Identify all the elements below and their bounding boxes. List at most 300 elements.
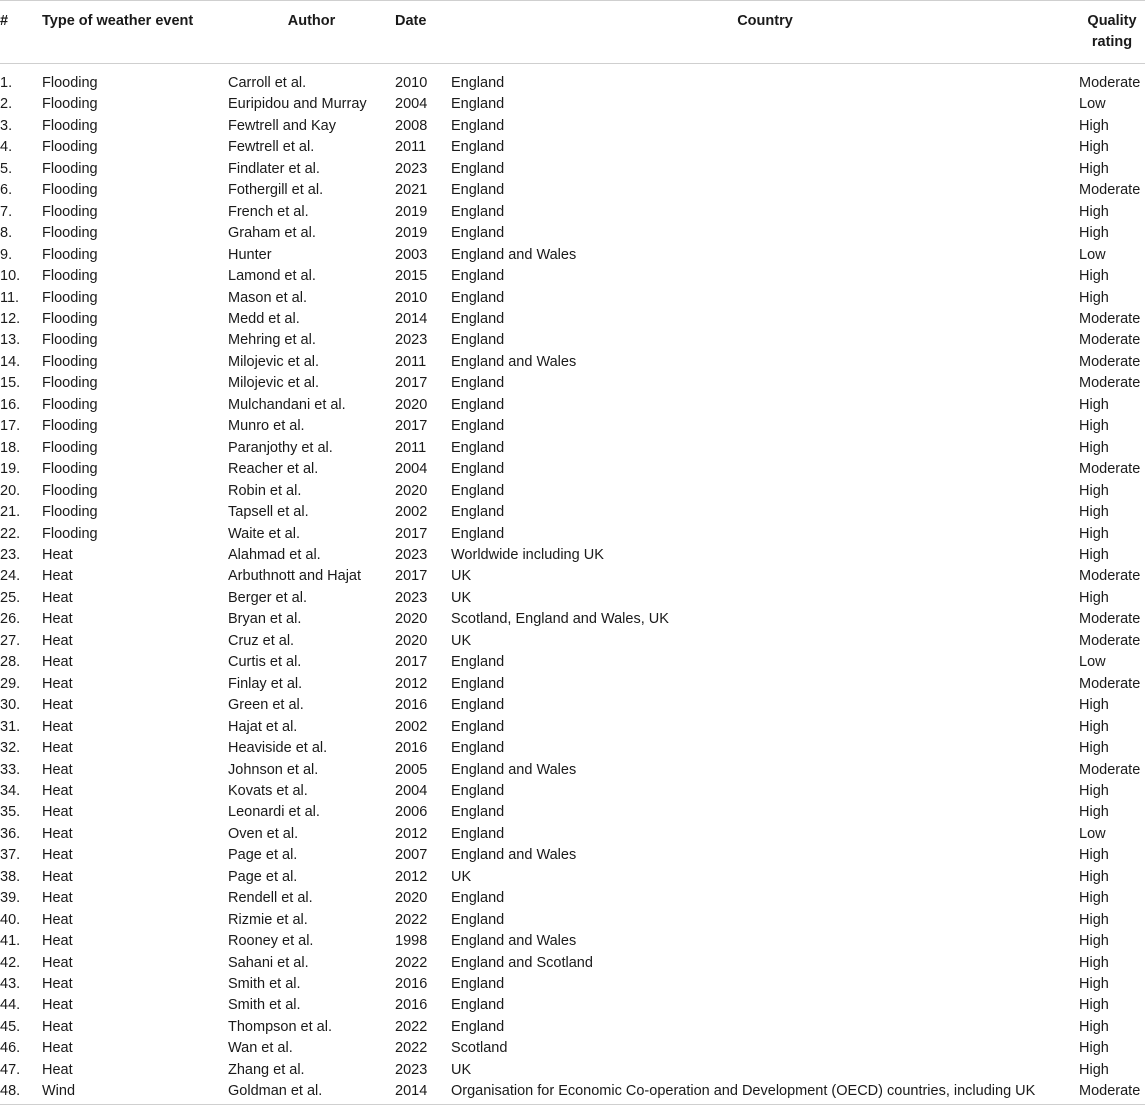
header-quality-rating	[1079, 1, 1145, 64]
cell-author: Wan et al.	[228, 1040, 293, 1057]
cell-weather-event: Flooding	[42, 117, 98, 134]
cell-author: Cruz et al.	[228, 632, 295, 649]
cell-author: Milojevic et al.	[228, 353, 320, 370]
cell-author: Euripidou and Murray	[228, 96, 367, 113]
table-row	[0, 953, 1145, 974]
cell-quality-rating: High	[1079, 868, 1109, 885]
cell-quality-rating: Moderate	[1079, 332, 1141, 349]
cell-weather-event: Heat	[42, 825, 73, 842]
cell-quality-rating: High	[1079, 933, 1109, 950]
cell-country: England	[451, 182, 505, 199]
table-row	[0, 64, 1145, 95]
cell-date: 2014	[395, 310, 428, 327]
table-row	[0, 931, 1145, 952]
cell-quality-rating: Moderate	[1079, 568, 1141, 585]
cell-number: 25.	[0, 589, 21, 606]
cell-number: 48.	[0, 1081, 42, 1104]
cell-country: England	[451, 96, 505, 113]
cell-date: 2019	[395, 203, 428, 220]
cell-country: England	[451, 160, 505, 177]
cell-number: 14.	[0, 353, 21, 370]
cell-author: French et al.	[228, 203, 309, 220]
cell-quality-rating: High	[1079, 782, 1109, 799]
cell-date: 2003	[395, 246, 428, 263]
cell-number: 22.	[0, 525, 21, 542]
cell-quality-rating: Low	[1079, 825, 1106, 842]
cell-weather-event: Heat	[42, 997, 73, 1014]
cell-author: Heaviside et al.	[228, 740, 328, 757]
cell-author: Alahmad et al.	[228, 546, 321, 563]
table-row	[0, 566, 1145, 587]
cell-weather-event: Flooding	[42, 268, 98, 285]
table-row	[0, 245, 1145, 266]
cell-weather-event: Flooding	[42, 139, 98, 156]
cell-weather-event: Flooding	[42, 525, 98, 542]
header-country: Country	[451, 1, 1079, 64]
cell-weather-event: Flooding	[42, 461, 98, 478]
cell-date: 2012	[395, 868, 428, 885]
cell-date: 2015	[395, 268, 428, 285]
table-row	[0, 1017, 1145, 1038]
cell-author: Bryan et al.	[228, 611, 302, 628]
cell-country: England and Scotland	[451, 954, 593, 971]
cell-number: 17.	[0, 418, 21, 435]
cell-weather-event: Heat	[42, 546, 73, 563]
cell-country: England	[451, 375, 505, 392]
cell-quality-rating: Moderate	[1079, 182, 1141, 199]
table-row	[0, 1081, 1145, 1104]
cell-date: 2020	[395, 396, 428, 413]
cell-author: Robin et al.	[228, 482, 302, 499]
cell-author: Sahani et al.	[228, 954, 309, 971]
table-row	[0, 845, 1145, 866]
cell-date: 2010	[395, 75, 428, 91]
cell-quality-rating: High	[1079, 1018, 1109, 1035]
cell-quality-rating: Moderate	[1079, 761, 1141, 778]
header-quality-line2: rating	[1091, 34, 1133, 50]
cell-date: 2023	[395, 546, 428, 563]
table-row	[0, 266, 1145, 287]
table-row	[0, 1038, 1145, 1059]
cell-country: England	[451, 890, 505, 907]
table-row	[0, 502, 1145, 523]
table-body	[0, 64, 1145, 1105]
cell-weather-event: Flooding	[42, 310, 98, 327]
cell-quality-rating: High	[1079, 289, 1109, 306]
cell-author: Findlater et al.	[228, 160, 320, 177]
cell-author: Finlay et al.	[228, 675, 303, 692]
cell-weather-event: Heat	[42, 718, 73, 735]
cell-number: 2.	[0, 96, 13, 113]
cell-date: 1998	[395, 933, 428, 950]
cell-quality-rating: High	[1079, 718, 1109, 735]
cell-author: Berger et al.	[228, 589, 307, 606]
cell-quality-rating: Low	[1079, 96, 1106, 113]
cell-weather-event: Heat	[42, 589, 73, 606]
cell-number: 26.	[0, 611, 21, 628]
cell-date: 2004	[395, 96, 428, 113]
cell-country: Scotland, England and Wales, UK	[451, 611, 669, 628]
cell-quality-rating: High	[1079, 911, 1109, 928]
table-row	[0, 695, 1145, 716]
table-row	[0, 867, 1145, 888]
cell-date: 2017	[395, 418, 428, 435]
cell-weather-event: Heat	[42, 976, 73, 993]
cell-date: 2020	[395, 632, 428, 649]
cell-country: UK	[451, 589, 472, 606]
cell-author: Leonardi et al.	[228, 804, 320, 821]
cell-quality-rating: High	[1079, 225, 1109, 242]
cell-author: Page et al.	[228, 847, 298, 864]
cell-country: UK	[451, 632, 472, 649]
table-row	[0, 760, 1145, 781]
cell-country: Worldwide including UK	[451, 546, 604, 563]
cell-date: 2007	[395, 847, 428, 864]
cell-quality-rating: Low	[1079, 246, 1106, 263]
cell-quality-rating: High	[1079, 954, 1109, 971]
cell-number: 24.	[0, 568, 21, 585]
cell-country: England	[451, 139, 505, 156]
cell-number: 41.	[0, 933, 21, 950]
cell-weather-event: Heat	[42, 632, 73, 649]
cell-country: England and Wales	[451, 761, 577, 778]
cell-quality-rating: High	[1079, 439, 1109, 456]
header-quality-line1: Quality	[1087, 13, 1137, 29]
cell-country: UK	[451, 868, 472, 885]
table-row	[0, 395, 1145, 416]
table-row	[0, 373, 1145, 394]
cell-number: 23.	[0, 546, 21, 563]
table-row	[0, 524, 1145, 545]
cell-number: 13.	[0, 332, 21, 349]
cell-weather-event: Heat	[42, 740, 73, 757]
cell-date: 2011	[395, 353, 427, 370]
cell-weather-event: Heat	[42, 868, 73, 885]
header-number: #	[0, 1, 42, 64]
cell-author: Hunter	[228, 246, 272, 263]
cell-author: Rendell et al.	[228, 890, 313, 907]
cell-date: 2022	[395, 954, 428, 971]
table-row	[0, 781, 1145, 802]
cell-date: 2005	[395, 761, 428, 778]
cell-author: Mason et al.	[228, 289, 307, 306]
cell-number: 28.	[0, 654, 21, 671]
cell-number: 36.	[0, 825, 21, 842]
cell-date: 2016	[395, 976, 428, 993]
cell-author: Rizmie et al.	[228, 911, 308, 928]
cell-author: Waite et al.	[228, 525, 300, 542]
cell-date: 2006	[395, 804, 428, 821]
cell-number: 19.	[0, 461, 21, 478]
cell-weather-event: Heat	[42, 933, 73, 950]
cell-date: 2011	[395, 439, 427, 456]
cell-author: Page et al.	[228, 868, 298, 885]
table-row	[0, 545, 1145, 566]
table-row	[0, 609, 1145, 630]
table-row	[0, 137, 1145, 158]
cell-date: 2004	[395, 782, 428, 799]
table-row	[0, 481, 1145, 502]
cell-quality-rating: High	[1079, 997, 1109, 1014]
cell-quality-rating: High	[1079, 139, 1109, 156]
cell-quality-rating: High	[1079, 589, 1109, 606]
table-row	[0, 974, 1145, 995]
cell-quality-rating: High	[1079, 546, 1109, 563]
cell-country: UK	[451, 568, 472, 585]
cell-number: 46.	[0, 1040, 21, 1057]
cell-author: Zhang et al.	[228, 1061, 305, 1078]
cell-date: 2017	[395, 375, 428, 392]
table-row	[0, 288, 1145, 309]
cell-date: 2016	[395, 740, 428, 757]
cell-author: Paranjothy et al.	[228, 439, 333, 456]
cell-number: 37.	[0, 847, 21, 864]
cell-quality-rating: High	[1079, 1040, 1109, 1057]
cell-weather-event: Flooding	[42, 439, 98, 456]
cell-number: 21.	[0, 504, 21, 521]
cell-country: England and Wales	[451, 246, 577, 263]
cell-number: 12.	[0, 310, 21, 327]
cell-weather-event: Flooding	[42, 203, 98, 220]
cell-weather-event: Heat	[42, 675, 73, 692]
cell-date: 2020	[395, 890, 428, 907]
table-row	[0, 202, 1145, 223]
cell-date: 2022	[395, 1018, 428, 1035]
cell-number: 7.	[0, 203, 13, 220]
table-row	[0, 330, 1145, 351]
table-row	[0, 459, 1145, 480]
header-type-of-weather-event: Type of weather event	[42, 1, 228, 64]
cell-date: 2011	[395, 139, 427, 156]
cell-country: England	[451, 525, 505, 542]
cell-date: 2002	[395, 718, 428, 735]
cell-weather-event: Flooding	[42, 418, 98, 435]
cell-country: England	[451, 654, 505, 671]
cell-date: 2023	[395, 1061, 428, 1078]
cell-quality-rating: High	[1079, 418, 1109, 435]
table-row	[0, 995, 1145, 1016]
cell-number: 38.	[0, 868, 21, 885]
cell-number: 32.	[0, 740, 21, 757]
cell-date: 2010	[395, 289, 428, 306]
cell-date: 2020	[395, 482, 428, 499]
cell-country: England	[451, 75, 505, 91]
cell-number: 47.	[0, 1061, 21, 1078]
cell-author: Medd et al.	[228, 310, 300, 327]
table-row	[0, 94, 1145, 115]
cell-weather-event: Flooding	[42, 289, 98, 306]
cell-quality-rating: Moderate	[1079, 310, 1141, 327]
cell-weather-event: Flooding	[42, 332, 98, 349]
cell-weather-event: Flooding	[42, 160, 98, 177]
cell-country: England	[451, 1018, 505, 1035]
cell-author: Fothergill et al.	[228, 182, 324, 199]
table-row	[0, 824, 1145, 845]
cell-country: England and Wales	[451, 847, 577, 864]
cell-weather-event: Wind	[42, 1081, 228, 1104]
cell-quality-rating: High	[1079, 976, 1109, 993]
cell-number: 16.	[0, 396, 21, 413]
table-row	[0, 438, 1145, 459]
cell-author: Curtis et al.	[228, 654, 302, 671]
cell-number: 5.	[0, 160, 13, 177]
cell-author: Smith et al.	[228, 976, 301, 993]
cell-country: England	[451, 461, 505, 478]
table-row	[0, 674, 1145, 695]
cell-weather-event: Heat	[42, 782, 73, 799]
table-row	[0, 888, 1145, 909]
cell-weather-event: Heat	[42, 804, 73, 821]
cell-number: 18.	[0, 439, 21, 456]
cell-country: England	[451, 396, 505, 413]
cell-author: Reacher et al.	[228, 461, 319, 478]
cell-quality-rating: Moderate	[1079, 353, 1141, 370]
cell-number: 35.	[0, 804, 21, 821]
cell-country: Scotland	[451, 1040, 508, 1057]
cell-number: 43.	[0, 976, 21, 993]
cell-country: England	[451, 203, 505, 220]
cell-author: Mulchandani et al.	[228, 396, 346, 413]
cell-date: 2017	[395, 568, 428, 585]
cell-date: 2014	[395, 1081, 451, 1104]
cell-number: 9.	[0, 246, 13, 263]
cell-quality-rating: High	[1079, 504, 1109, 521]
table-row	[0, 159, 1145, 180]
table-row	[0, 802, 1145, 823]
cell-date: 2022	[395, 911, 428, 928]
cell-date: 2023	[395, 332, 428, 349]
cell-weather-event: Heat	[42, 697, 73, 714]
cell-quality-rating: High	[1079, 740, 1109, 757]
cell-country: England	[451, 804, 505, 821]
cell-weather-event: Flooding	[42, 96, 98, 113]
cell-quality-rating: Moderate	[1079, 1081, 1145, 1104]
cell-author: Kovats et al.	[228, 782, 308, 799]
cell-country: England	[451, 782, 505, 799]
cell-date: 2023	[395, 589, 428, 606]
cell-author: Fewtrell et al.	[228, 139, 315, 156]
cell-date: 2019	[395, 225, 428, 242]
cell-author: Hajat et al.	[228, 718, 298, 735]
cell-number: 33.	[0, 761, 21, 778]
cell-weather-event: Heat	[42, 654, 73, 671]
cell-weather-event: Flooding	[42, 225, 98, 242]
cell-date: 2004	[395, 461, 428, 478]
cell-weather-event: Flooding	[42, 482, 98, 499]
cell-number: 27.	[0, 632, 21, 649]
cell-weather-event: Heat	[42, 847, 73, 864]
cell-quality-rating: High	[1079, 804, 1109, 821]
cell-number: 11.	[0, 289, 20, 306]
table-row	[0, 652, 1145, 673]
cell-date: 2021	[395, 182, 428, 199]
cell-author: Johnson et al.	[228, 761, 319, 778]
cell-country: England and Wales	[451, 933, 577, 950]
cell-country: England	[451, 268, 505, 285]
cell-weather-event: Heat	[42, 1040, 73, 1057]
cell-number: 20.	[0, 482, 21, 499]
cell-number: 40.	[0, 911, 21, 928]
cell-quality-rating: High	[1079, 890, 1109, 907]
cell-author: Rooney et al.	[228, 933, 314, 950]
cell-country: England	[451, 482, 505, 499]
cell-weather-event: Heat	[42, 568, 73, 585]
cell-quality-rating: High	[1079, 203, 1109, 220]
cell-number: 15.	[0, 375, 21, 392]
cell-number: 4.	[0, 139, 13, 156]
cell-quality-rating: High	[1079, 482, 1109, 499]
table-row	[0, 309, 1145, 330]
cell-number: 31.	[0, 718, 21, 735]
cell-number: 39.	[0, 890, 21, 907]
cell-date: 2008	[395, 117, 428, 134]
cell-quality-rating: High	[1079, 1061, 1109, 1078]
header-date: Date	[395, 1, 451, 64]
table-row	[0, 116, 1145, 137]
cell-weather-event: Heat	[42, 1018, 73, 1035]
cell-number: 44.	[0, 997, 21, 1014]
cell-weather-event: Heat	[42, 890, 73, 907]
cell-country: England	[451, 418, 505, 435]
table-row	[0, 223, 1145, 244]
cell-author: Thompson et al.	[228, 1018, 332, 1035]
table-row	[0, 352, 1145, 373]
cell-quality-rating: Moderate	[1079, 611, 1141, 628]
cell-quality-rating: Moderate	[1079, 632, 1141, 649]
cell-weather-event: Heat	[42, 761, 73, 778]
cell-number: 6.	[0, 182, 13, 199]
cell-country: England	[451, 310, 505, 327]
cell-country: England	[451, 997, 505, 1014]
cell-country: England	[451, 332, 505, 349]
cell-author: Goldman et al.	[228, 1081, 395, 1104]
cell-number: 3.	[0, 117, 13, 134]
cell-author: Tapsell et al.	[228, 504, 309, 521]
cell-quality-rating: High	[1079, 525, 1109, 542]
cell-country: England and Wales	[451, 353, 577, 370]
cell-country: England	[451, 718, 505, 735]
cell-author: Carroll et al.	[228, 75, 307, 91]
cell-author: Fewtrell and Kay	[228, 117, 336, 134]
cell-date: 2023	[395, 160, 428, 177]
cell-number: 10.	[0, 268, 21, 285]
cell-country: England	[451, 504, 505, 521]
cell-number: 45.	[0, 1018, 21, 1035]
cell-date: 2012	[395, 675, 428, 692]
cell-weather-event: Flooding	[42, 75, 98, 91]
cell-weather-event: Heat	[42, 611, 73, 628]
cell-country: UK	[451, 1061, 472, 1078]
cell-number: 42.	[0, 954, 21, 971]
cell-weather-event: Flooding	[42, 396, 98, 413]
cell-country: England	[451, 225, 505, 242]
cell-quality-rating: Moderate	[1079, 675, 1141, 692]
cell-country: England	[451, 825, 505, 842]
cell-author: Mehring et al.	[228, 332, 316, 349]
cell-weather-event: Heat	[42, 911, 73, 928]
table-row	[0, 416, 1145, 437]
header-author: Author	[228, 1, 395, 64]
cell-quality-rating: High	[1079, 268, 1109, 285]
cell-quality-rating: Moderate	[1079, 461, 1141, 478]
cell-country: England	[451, 117, 505, 134]
cell-quality-rating: High	[1079, 117, 1109, 134]
table-row	[0, 588, 1145, 609]
cell-date: 2017	[395, 525, 428, 542]
cell-weather-event: Flooding	[42, 353, 98, 370]
table-row	[0, 180, 1145, 201]
table-row	[0, 717, 1145, 738]
